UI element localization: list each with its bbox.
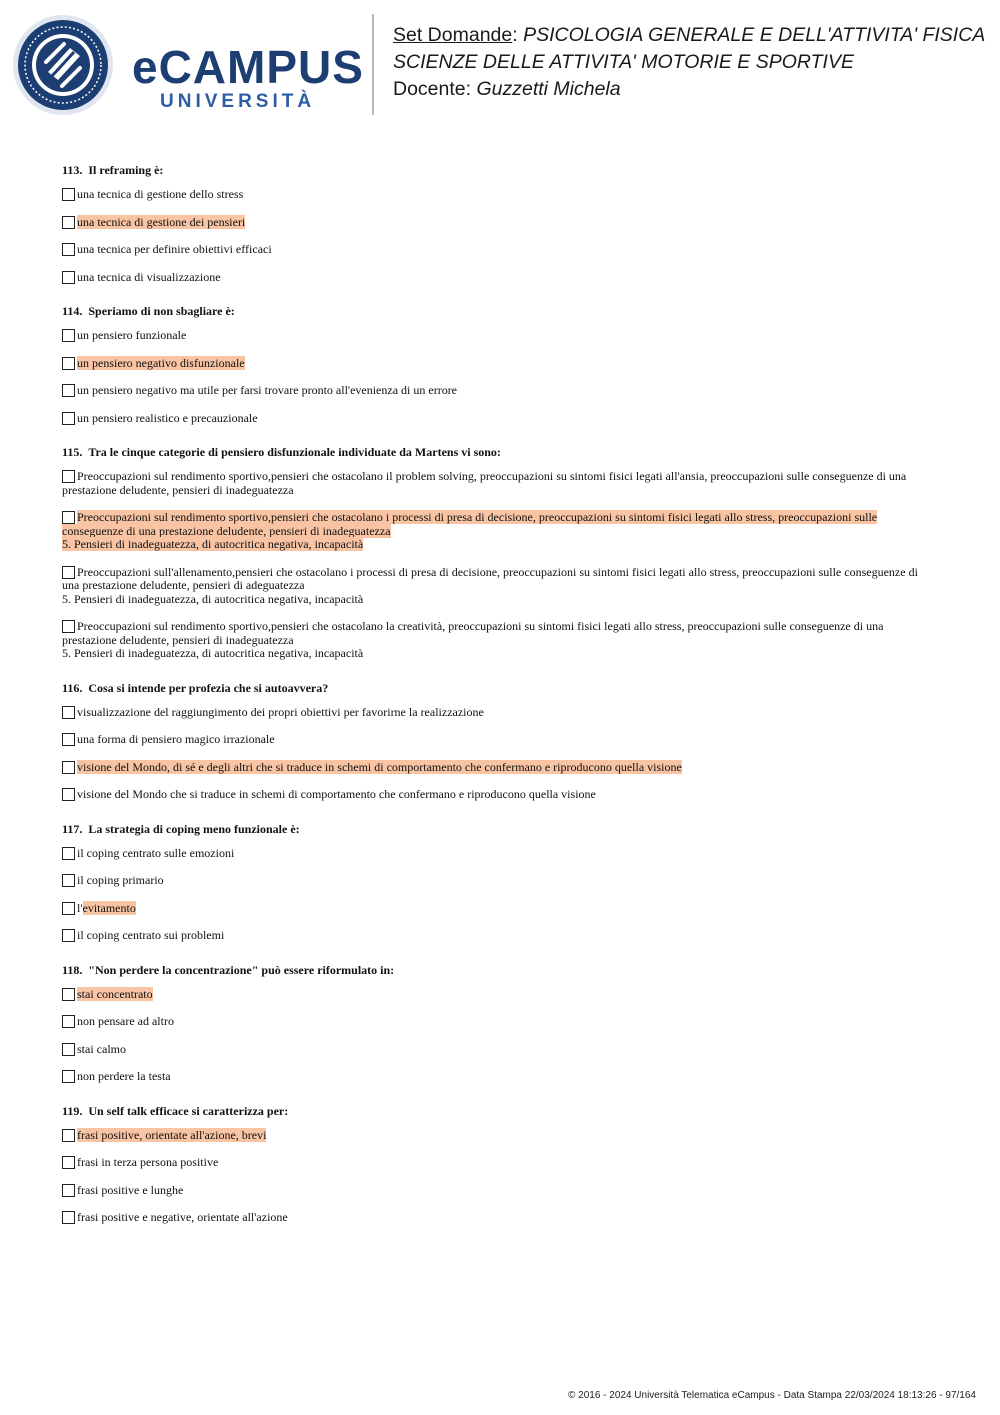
question-number: 118. bbox=[62, 962, 83, 977]
question-119 bbox=[62, 1103, 932, 1225]
answer-text: il coping centrato sui problemi bbox=[77, 928, 225, 942]
answer-text: una tecnica di gestione dei pensieri bbox=[77, 214, 246, 229]
answer-checkbox[interactable] bbox=[62, 1043, 75, 1056]
answer-option[interactable] bbox=[62, 470, 932, 497]
question-number: 116. bbox=[62, 680, 83, 695]
answer-option[interactable] bbox=[62, 1015, 932, 1029]
answer-text: un pensiero realistico e precauzionale bbox=[77, 410, 258, 425]
answer-text: frasi positive e lunghe bbox=[77, 1182, 184, 1197]
answer-option-correct[interactable] bbox=[62, 761, 932, 775]
answer-checkbox[interactable] bbox=[62, 1129, 75, 1142]
answer-checkbox[interactable] bbox=[62, 761, 75, 774]
answer-checkbox[interactable] bbox=[62, 566, 75, 579]
answer-text: un pensiero funzionale bbox=[77, 328, 187, 342]
set-label: Set Domande bbox=[393, 24, 513, 46]
brand-name: eCAMPUS bbox=[132, 41, 364, 93]
question-114 bbox=[62, 303, 932, 425]
answer-checkbox[interactable] bbox=[62, 412, 75, 425]
answer-option-correct[interactable] bbox=[62, 511, 932, 552]
question-text: La strategia di coping meno funzionale è: bbox=[88, 821, 300, 836]
answer-option[interactable] bbox=[62, 384, 932, 398]
question-list bbox=[62, 162, 932, 1244]
answer-checkbox[interactable] bbox=[62, 620, 75, 633]
answer-extra-text: 5. Pensieri di inadeguatezza, di autocritica negativa, incapacità bbox=[62, 537, 364, 551]
answer-extra-text: 5. Pensieri di inadeguatezza, di autocritica negativa, incapacità bbox=[62, 646, 364, 660]
answer-text: Preoccupazioni sul rendimento sportivo,pensieri che ostacolano i processi di presa di decisione, preoccupazioni su sintomi fisici legati allo stress, preoccupazioni sulle conseguenze di una prestazione deludente, pensieri di inadeguatezza bbox=[62, 510, 878, 538]
question-title bbox=[62, 162, 932, 179]
answer-text: frasi positive e negative, orientate all'azione bbox=[77, 1210, 288, 1224]
answer-checkbox[interactable] bbox=[62, 1184, 75, 1197]
header-divider bbox=[372, 14, 374, 115]
answer-text: un pensiero negativo disfunzionale bbox=[77, 355, 245, 370]
question-text: Tra le cinque categorie di pensiero disfunzionale individuate da Martens vi sono: bbox=[88, 445, 501, 459]
question-118 bbox=[62, 962, 932, 1084]
question-text: Cosa si intende per profezia che si autoavvera? bbox=[88, 680, 329, 695]
answer-text: visualizzazione del raggiungimento dei propri obiettivi per favorirne la realizzazione bbox=[77, 704, 484, 719]
answer-checkbox[interactable] bbox=[62, 384, 75, 397]
set-line bbox=[393, 22, 993, 49]
question-number: 119. bbox=[62, 1103, 83, 1118]
answer-text-prefix: l' bbox=[77, 900, 83, 915]
question-number: 117. bbox=[62, 821, 83, 836]
question-title bbox=[62, 962, 932, 979]
answer-text: non pensare ad altro bbox=[77, 1014, 174, 1028]
teacher-name: Guzzetti Michela bbox=[476, 78, 621, 100]
answer-text: frasi in terza persona positive bbox=[77, 1155, 219, 1169]
answer-option[interactable] bbox=[62, 412, 932, 426]
answer-option[interactable] bbox=[62, 188, 932, 202]
answer-checkbox[interactable] bbox=[62, 929, 75, 942]
question-number: 115. bbox=[62, 445, 83, 459]
question-number: 114. bbox=[62, 304, 83, 318]
question-117 bbox=[62, 821, 932, 943]
answer-option-correct[interactable] bbox=[62, 1129, 932, 1143]
answer-checkbox[interactable] bbox=[62, 874, 75, 887]
answer-text: stai calmo bbox=[77, 1041, 126, 1056]
answer-checkbox[interactable] bbox=[62, 216, 75, 229]
answer-checkbox[interactable] bbox=[62, 243, 75, 256]
answer-option[interactable] bbox=[62, 271, 932, 285]
question-number: 113. bbox=[62, 163, 83, 177]
answer-option[interactable] bbox=[62, 847, 932, 861]
answer-option[interactable] bbox=[62, 1043, 932, 1057]
answer-text: visione del Mondo, di sé e degli altri che si traduce in schemi di comportamento che confermano e riproducono quella visione bbox=[77, 759, 682, 774]
answer-option-correct[interactable] bbox=[62, 216, 932, 230]
ecampus-seal-icon bbox=[12, 14, 114, 116]
answer-option-correct[interactable] bbox=[62, 902, 932, 916]
question-text: Un self talk efficace si caratterizza per: bbox=[88, 1103, 289, 1118]
ecampus-logo bbox=[12, 14, 364, 116]
answer-checkbox[interactable] bbox=[62, 329, 75, 342]
answer-text bbox=[77, 901, 136, 915]
answer-checkbox[interactable] bbox=[62, 902, 75, 915]
answer-option[interactable] bbox=[62, 1211, 932, 1225]
answer-checkbox[interactable] bbox=[62, 1015, 75, 1028]
answer-text: Preoccupazioni sul rendimento sportivo,pensieri che ostacolano la creatività, preoccupazioni su sintomi fisici legati allo stress, preoccupazioni sulle conseguenze di una prestazione deludente, pensieri di inadeguatezza bbox=[62, 619, 884, 647]
course-title: PSICOLOGIA GENERALE E DELL'ATTIVITA' FISICA bbox=[523, 24, 986, 46]
answer-checkbox[interactable] bbox=[62, 1070, 75, 1083]
answer-text: una tecnica di gestione dello stress bbox=[77, 187, 244, 201]
question-title bbox=[62, 1103, 932, 1120]
answer-text: una tecnica di visualizzazione bbox=[77, 269, 221, 284]
page-header bbox=[0, 0, 1000, 130]
question-title bbox=[62, 444, 932, 461]
answer-option[interactable] bbox=[62, 1156, 932, 1170]
answer-option[interactable] bbox=[62, 1070, 932, 1084]
answer-option-correct[interactable] bbox=[62, 988, 932, 1002]
question-title bbox=[62, 821, 932, 838]
answer-option[interactable] bbox=[62, 788, 932, 802]
answer-option[interactable] bbox=[62, 706, 932, 720]
question-title bbox=[62, 303, 932, 320]
answer-checkbox[interactable] bbox=[62, 357, 75, 370]
answer-text: Preoccupazioni sul rendimento sportivo,pensieri che ostacolano il problem solving, preoccupazioni su sintomi fisici legati all'ansia, preoccupazioni sulle conseguenze di una prestazione deludente, pensieri di inadeguatezza bbox=[62, 469, 907, 497]
answer-text: stai concentrato bbox=[77, 986, 153, 1001]
question-116 bbox=[62, 680, 932, 802]
question-text: Speriamo di non sbagliare è: bbox=[88, 304, 235, 318]
answer-checkbox[interactable] bbox=[62, 1156, 75, 1169]
brand-subtitle: UNIVERSITÀ bbox=[160, 91, 316, 112]
set-separator: : bbox=[512, 24, 524, 46]
answer-option[interactable] bbox=[62, 733, 932, 747]
page-footer: © 2016 - 2024 Università Telematica eCampus - Data Stampa 22/03/2024 18:13:26 - 97/164 bbox=[568, 1390, 976, 1401]
answer-text: un pensiero negativo ma utile per farsi trovare pronto all'evenienza di un errore bbox=[77, 383, 458, 397]
answer-option[interactable] bbox=[62, 1184, 932, 1198]
answer-option[interactable] bbox=[62, 329, 932, 343]
answer-text: non perdere la testa bbox=[77, 1069, 171, 1083]
answer-checkbox[interactable] bbox=[62, 511, 75, 524]
course-subtitle: SCIENZE DELLE ATTIVITA' MOTORIE E SPORTIVE bbox=[393, 51, 854, 73]
header-info bbox=[393, 22, 993, 103]
answer-checkbox[interactable] bbox=[62, 733, 75, 746]
answer-text: il coping centrato sulle emozioni bbox=[77, 845, 235, 860]
answer-checkbox[interactable] bbox=[62, 788, 75, 801]
answer-text-highlight: evitamento bbox=[82, 900, 136, 915]
answer-checkbox[interactable] bbox=[62, 188, 75, 201]
answer-text: frasi positive, orientate all'azione, brevi bbox=[77, 1127, 267, 1142]
teacher-label: Docente: bbox=[393, 78, 477, 100]
answer-option[interactable] bbox=[62, 620, 932, 661]
answer-extra-text: 5. Pensieri di inadeguatezza, di autocritica negativa, incapacità bbox=[62, 591, 364, 606]
answer-text: una forma di pensiero magico irrazionale bbox=[77, 732, 275, 746]
answer-option[interactable] bbox=[62, 929, 932, 943]
question-113 bbox=[62, 162, 932, 284]
answer-option[interactable] bbox=[62, 874, 932, 888]
answer-option[interactable] bbox=[62, 243, 932, 257]
answer-checkbox[interactable] bbox=[62, 847, 75, 860]
answer-text: visione del Mondo che si traduce in schemi di comportamento che confermano e riproducono quella visione bbox=[77, 787, 596, 801]
answer-checkbox[interactable] bbox=[62, 1211, 75, 1224]
answer-checkbox[interactable] bbox=[62, 271, 75, 284]
answer-option[interactable] bbox=[62, 566, 932, 607]
answer-checkbox[interactable] bbox=[62, 706, 75, 719]
answer-checkbox[interactable] bbox=[62, 988, 75, 1001]
answer-text: Preoccupazioni sull'allenamento,pensieri che ostacolano i processi di presa di decisione, preoccupazioni su sintomi fisici legati allo stress, preoccupazioni sulle conseguenze di una prestazione deludente, pensieri di adeguatezza bbox=[62, 564, 918, 592]
question-title bbox=[62, 680, 932, 697]
answer-option-correct[interactable] bbox=[62, 357, 932, 371]
question-text: Il reframing è: bbox=[88, 163, 164, 177]
question-115 bbox=[62, 444, 932, 661]
question-text: "Non perdere la concentrazione" può essere riformulato in: bbox=[88, 962, 395, 977]
answer-text: una tecnica per definire obiettivi efficaci bbox=[77, 242, 272, 256]
answer-text: il coping primario bbox=[77, 873, 164, 887]
teacher-line bbox=[393, 76, 993, 103]
answer-checkbox[interactable] bbox=[62, 470, 75, 483]
